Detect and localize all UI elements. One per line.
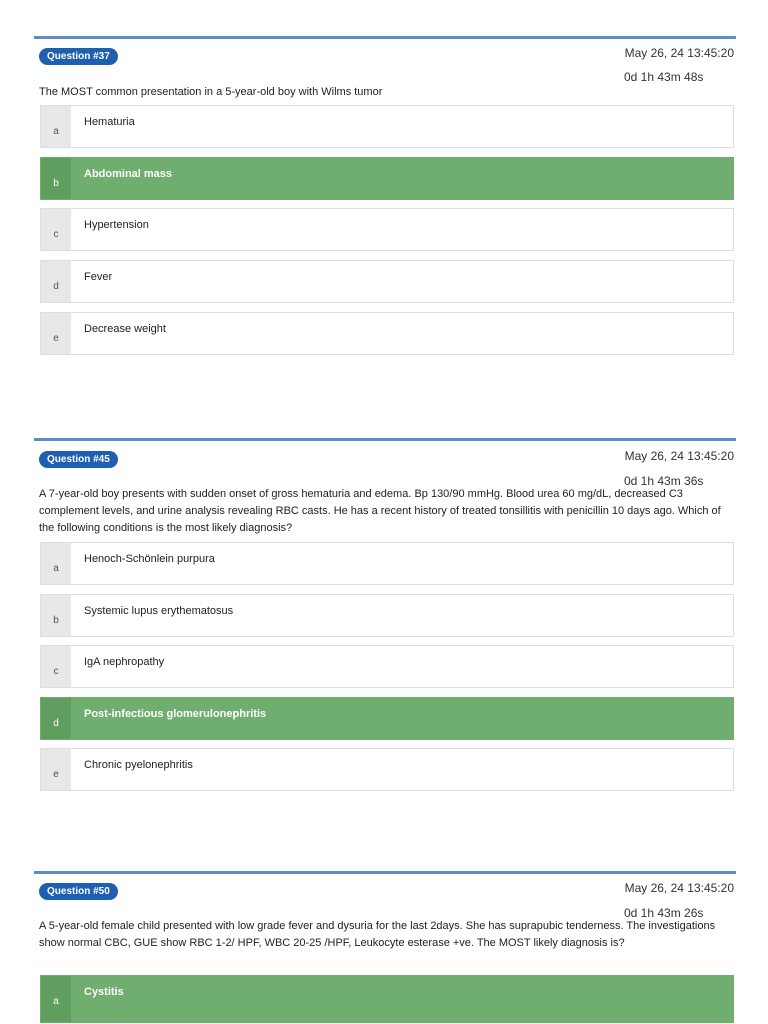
option-a-correct[interactable] — [40, 975, 734, 1023]
question-text: A 5-year-old female child presented with low grade fever and dysuria for the last 2days. She has suprapubic tenderness. The investigations show normal CBC, GUE show RBC 1-2/ HPF, WBC 20-25 /HPF, Leukocyte esterase +ve. The MOST likely diagnosis is? — [39, 920, 716, 949]
option-c[interactable] — [40, 645, 734, 688]
question-text: The MOST common presentation in a 5-year-old boy with Wilms tumor — [39, 86, 383, 98]
option-a[interactable] — [40, 542, 734, 585]
option-label: Henoch-Schönlein purpura — [84, 553, 215, 565]
question-timer: 0d 1h 43m 48s — [624, 70, 704, 84]
card-divider — [34, 438, 736, 441]
option-label: Chronic pyelonephritis — [84, 759, 193, 771]
option-label: Decrease weight — [84, 323, 166, 335]
option-label: Post-infectious glomerulonephritis — [84, 708, 267, 720]
option-letter: e — [41, 749, 71, 790]
option-letter: c — [41, 646, 71, 687]
option-label: Abdominal mass — [84, 168, 173, 180]
option-letter: a — [41, 106, 71, 147]
question-date: May 26, 24 13:45:20 — [624, 449, 734, 463]
question-number-badge: Question #50 — [39, 883, 118, 900]
option-letter: a — [41, 976, 71, 1022]
option-label: Hypertension — [84, 219, 149, 231]
option-d-correct[interactable] — [40, 697, 734, 740]
question-timer: 0d 1h 43m 26s — [624, 906, 704, 920]
option-letter: b — [41, 595, 71, 636]
option-letter: a — [41, 543, 71, 584]
question-date: May 26, 24 13:45:20 — [624, 46, 734, 60]
option-label: Fever — [84, 271, 113, 283]
option-e[interactable] — [40, 312, 734, 355]
option-b[interactable] — [40, 594, 734, 637]
card-divider — [34, 871, 736, 874]
option-letter: d — [41, 261, 71, 302]
question-timer: 0d 1h 43m 36s — [624, 474, 704, 488]
option-letter: c — [41, 209, 71, 250]
option-c[interactable] — [40, 208, 734, 251]
card-divider — [34, 36, 736, 39]
option-letter: b — [41, 158, 71, 199]
option-label: Systemic lupus erythematosus — [84, 605, 234, 617]
option-label: IgA nephropathy — [84, 656, 165, 668]
option-letter: d — [41, 698, 71, 739]
question-text: A 7-year-old boy presents with sudden onset of gross hematuria and edema. Bp 130/90 mmHg. Blood urea 60 mg/dL, decreased C3 complement levels, and urine analysis revealing RBC casts. He has a recent history of treated tonsillitis with penicillin 10 days ago. Which of the following conditions is the most likely diagnosis? — [39, 488, 721, 534]
question-number-badge: Question #45 — [39, 451, 118, 468]
option-label: Hematuria — [84, 116, 135, 128]
question-number-badge: Question #37 — [39, 48, 118, 65]
option-label: Cystitis — [84, 986, 124, 998]
option-a[interactable] — [40, 105, 734, 148]
option-letter: e — [41, 313, 71, 354]
option-e[interactable] — [40, 748, 734, 791]
option-d[interactable] — [40, 260, 734, 303]
option-b-correct[interactable] — [40, 157, 734, 200]
question-date: May 26, 24 13:45:20 — [624, 881, 734, 895]
